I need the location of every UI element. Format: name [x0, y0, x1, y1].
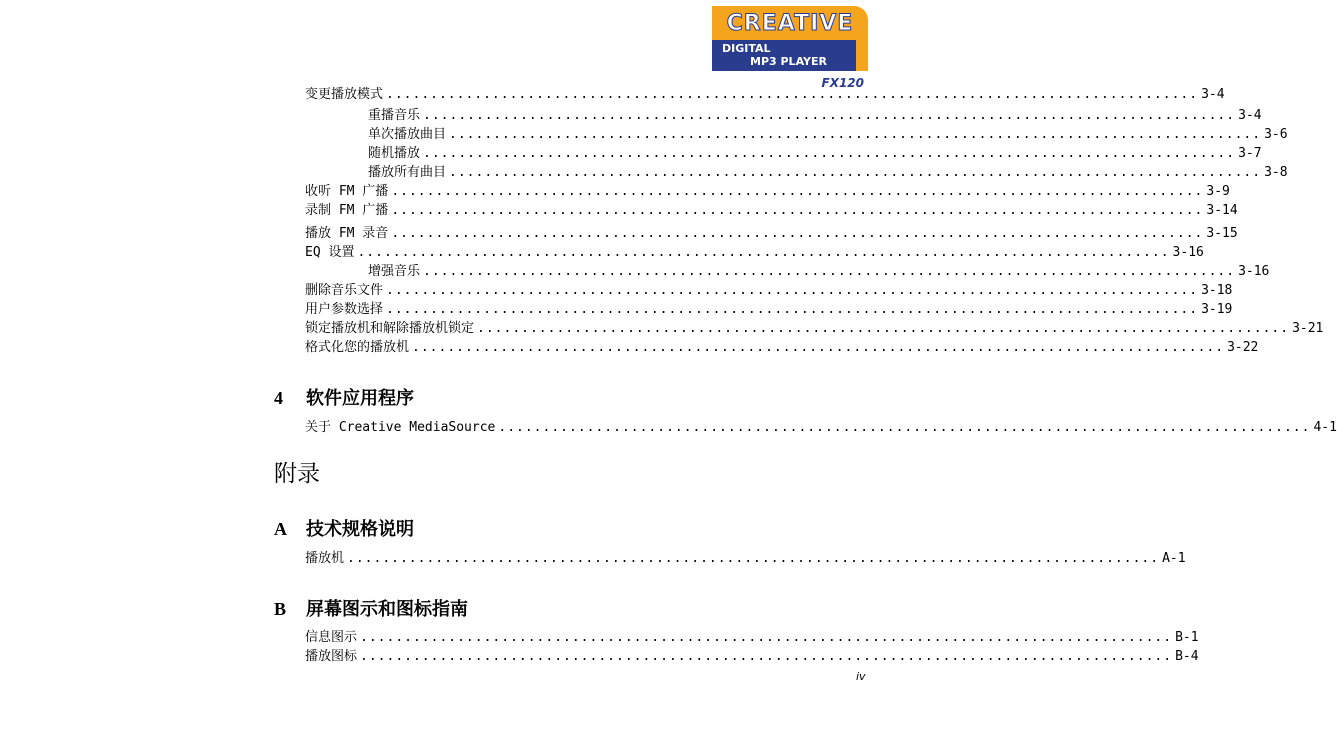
- toc-entry-title: 单次播放曲目: [368, 127, 447, 142]
- toc-entry[interactable]: [305, 321, 1324, 337]
- toc-entry-page: 3-6: [1264, 127, 1288, 142]
- toc-entry-title: 收听 FM 广播: [305, 184, 389, 199]
- toc-entry[interactable]: [305, 420, 1337, 436]
- toc-entry[interactable]: [305, 184, 1230, 200]
- logo-brand-band: [712, 6, 868, 40]
- chapter-4-heading[interactable]: [274, 384, 414, 410]
- toc-entry-page: 3-22: [1227, 340, 1259, 355]
- toc-leader-dots: ............................................................................................: [423, 108, 1236, 123]
- toc-leader-dots: ............................................................................................: [498, 420, 1311, 435]
- logo-line1: DIGITAL: [722, 42, 771, 55]
- toc-entry-page: 3-4: [1238, 108, 1262, 123]
- toc-leader-dots: ............................................................................................: [386, 283, 1199, 298]
- toc-entry[interactable]: [305, 302, 1233, 318]
- toc-entry-page: 3-4: [1201, 87, 1225, 102]
- toc-entry[interactable]: [368, 108, 1262, 124]
- appendix-section-title: 屏幕图示和图标指南: [306, 599, 468, 620]
- appendix-section-title: 技术规格说明: [306, 519, 414, 540]
- toc-leader-dots: ............................................................................................: [357, 245, 1170, 260]
- toc-entry-page: 3-19: [1201, 302, 1233, 317]
- toc-leader-dots: ............................................................................................: [477, 321, 1290, 336]
- toc-entry-title: 重播音乐: [368, 108, 421, 123]
- toc-entry-title: 增强音乐: [368, 264, 421, 279]
- toc-entry[interactable]: [305, 283, 1233, 299]
- toc-entry-title: 变更播放模式: [305, 87, 384, 102]
- logo-brand-text: CREATIVE: [726, 10, 854, 36]
- toc-entry[interactable]: [305, 551, 1186, 567]
- toc-entry-page: 3-18: [1201, 283, 1233, 298]
- toc-entry-page: B-1: [1175, 630, 1199, 645]
- toc-entry-title: 用户参数选择: [305, 302, 384, 317]
- toc-leader-dots: ............................................................................................: [391, 203, 1204, 218]
- toc-entry-page: 3-8: [1264, 165, 1288, 180]
- toc-entry-title: 锁定播放机和解除播放机锁定: [305, 321, 475, 336]
- page-number: iv: [856, 670, 866, 683]
- toc-leader-dots: ............................................................................................: [423, 264, 1236, 279]
- toc-entry[interactable]: [368, 264, 1270, 280]
- toc-entry-page: 3-15: [1206, 226, 1238, 241]
- appendix-title: 附录: [274, 461, 320, 487]
- toc-leader-dots: ............................................................................................: [391, 184, 1204, 199]
- toc-entry-page: 3-16: [1172, 245, 1204, 260]
- toc-entry-title: 随机播放: [368, 146, 421, 161]
- toc-entry-page: 3-9: [1206, 184, 1230, 199]
- appendix-b-heading[interactable]: [274, 595, 468, 621]
- creative-logo: [712, 6, 868, 90]
- toc-leader-dots: ............................................................................................: [360, 649, 1173, 664]
- toc-entry[interactable]: [368, 127, 1288, 143]
- toc-leader-dots: ............................................................................................: [449, 127, 1262, 142]
- toc-entry-title: 播放所有曲目: [368, 165, 447, 180]
- toc-entry[interactable]: [305, 226, 1238, 242]
- toc-entry-page: 3-7: [1238, 146, 1262, 161]
- toc-entry-page: A-1: [1162, 551, 1186, 566]
- logo-line2: MP3 PLAYER: [750, 55, 827, 68]
- toc-leader-dots: ............................................................................................: [386, 87, 1199, 102]
- chapter-number: 4: [274, 388, 283, 408]
- toc-entry-page: 3-16: [1238, 264, 1270, 279]
- toc-entry[interactable]: [305, 87, 1225, 103]
- chapter-title: 软件应用程序: [306, 388, 414, 409]
- toc-entry-page: B-4: [1175, 649, 1199, 664]
- toc-entry-title: 录制 FM 广播: [305, 203, 389, 218]
- toc-entry[interactable]: [368, 165, 1288, 181]
- toc-entry[interactable]: [305, 649, 1199, 665]
- toc-entry-page: 4-1: [1313, 420, 1337, 435]
- toc-entry-title: 播放 FM 录音: [305, 226, 389, 241]
- toc-entry-title: 播放图标: [305, 649, 358, 664]
- toc-leader-dots: ............................................................................................: [386, 302, 1199, 317]
- toc-entry-title: EQ 设置: [305, 245, 355, 260]
- toc-entry-title: 播放机: [305, 551, 345, 566]
- toc-leader-dots: ............................................................................................: [412, 340, 1225, 355]
- toc-entry[interactable]: [305, 203, 1238, 219]
- logo-model: FX120: [821, 76, 864, 90]
- toc-entry-title: 信息图示: [305, 630, 358, 645]
- toc-entry-title: 关于 Creative MediaSource: [305, 420, 496, 435]
- toc-leader-dots: ............................................................................................: [360, 630, 1173, 645]
- toc-entry-title: 删除音乐文件: [305, 283, 384, 298]
- appendix-letter: B: [274, 599, 287, 619]
- toc-entry[interactable]: [305, 630, 1199, 646]
- appendix-letter: A: [274, 519, 287, 539]
- toc-entry[interactable]: [305, 245, 1204, 261]
- appendix-a-heading[interactable]: [274, 515, 414, 541]
- toc-entry-page: 3-14: [1206, 203, 1238, 218]
- toc-entry[interactable]: [305, 340, 1259, 356]
- toc-leader-dots: ............................................................................................: [423, 146, 1236, 161]
- toc-entry[interactable]: [368, 146, 1262, 162]
- toc-entry-page: 3-21: [1292, 321, 1324, 336]
- toc-entry-title: 格式化您的播放机: [305, 340, 410, 355]
- logo-product-band: [712, 40, 868, 71]
- toc-leader-dots: ............................................................................................: [449, 165, 1262, 180]
- toc-leader-dots: ............................................................................................: [391, 226, 1204, 241]
- toc-leader-dots: ............................................................................................: [347, 551, 1160, 566]
